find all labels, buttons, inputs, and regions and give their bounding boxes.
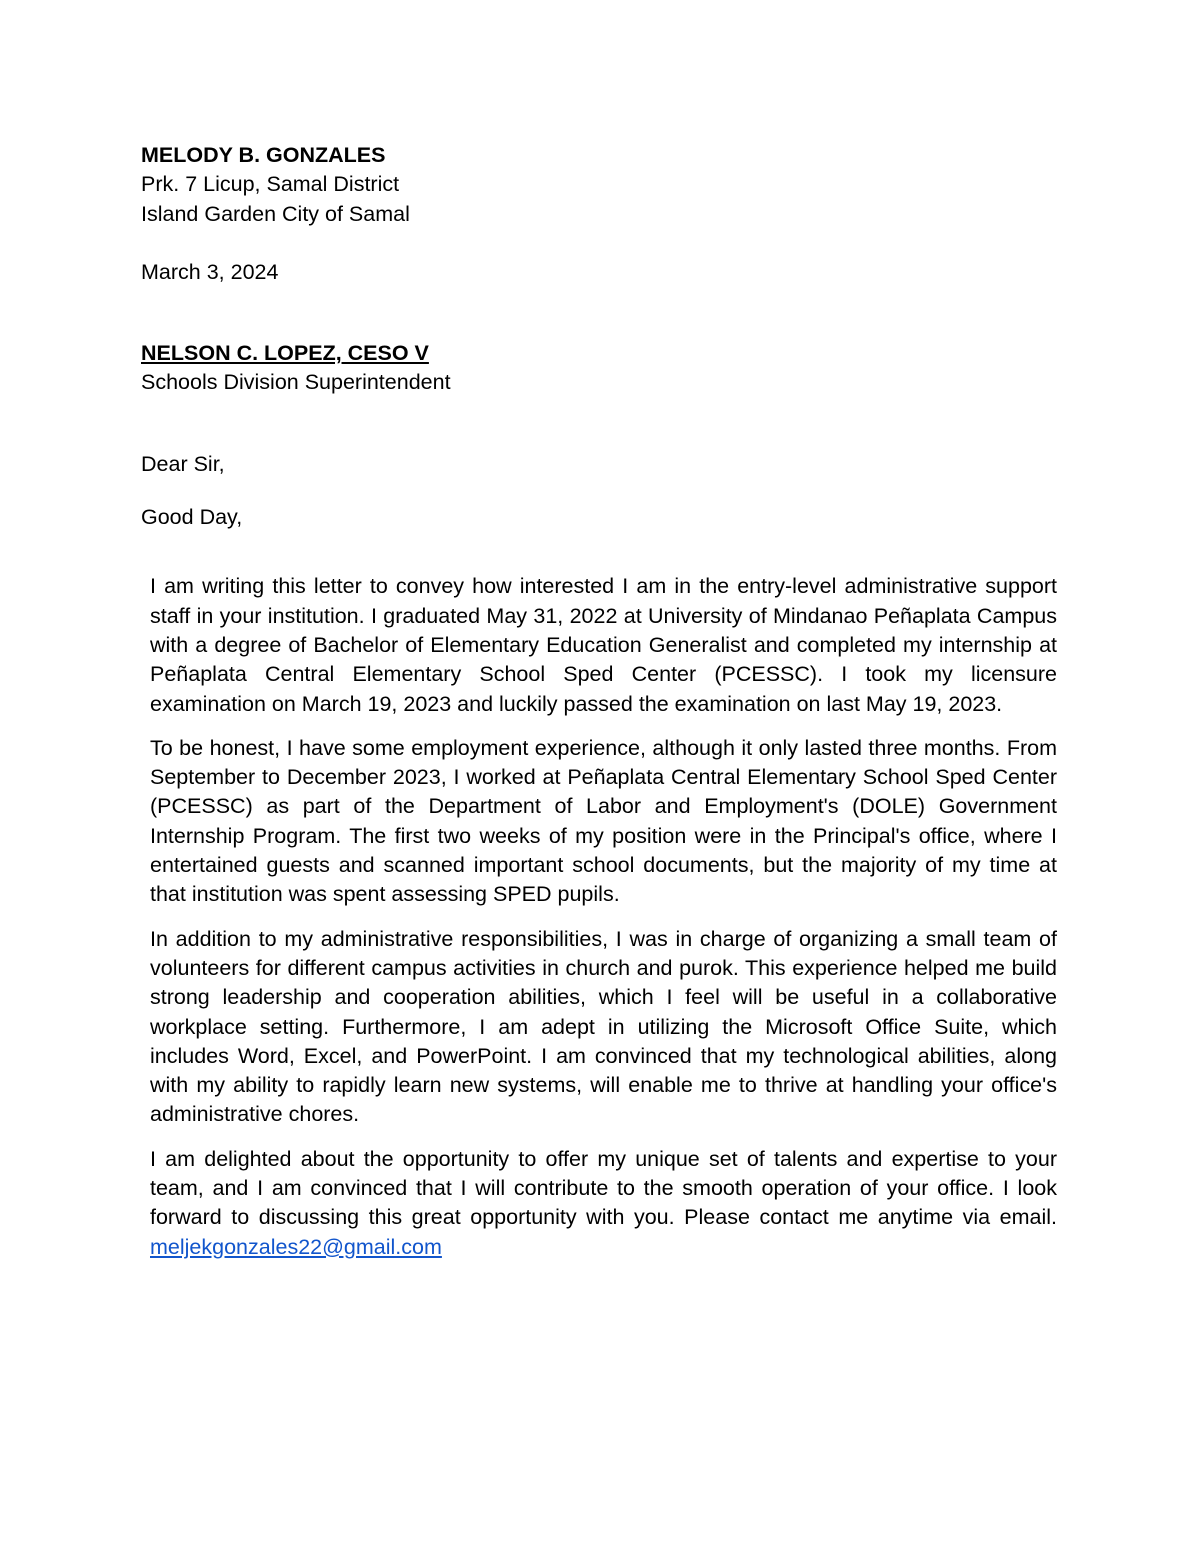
recipient-title: Schools Division Superintendent [141, 370, 451, 395]
closing-paragraph-text: I am delighted about the opportunity to offer my unique set of talents and expertise to your team, and I am convinced that I will contribute to the smooth operation of your office. I look forward to discussing this great opportunity with you. Please contact me anytime via email. [150, 1146, 1057, 1230]
body-paragraph-3: In addition to my administrative responsibilities, I was in charge of organizing a small team of volunteers for different campus activities in church and purok. This experience helped me build strong leadership and cooperation abilities, which I feel will be useful in a collaborative workplace setting. Furthermore, I am adept in utilizing the Microsoft Office Suite, which includes Word, Excel, and PowerPoint. I am convinced that my technological abilities, along with my ability to rapidly learn new systems, will enable me to thrive at handling your office's administrative chores. [150, 926, 1057, 1127]
sender-address-line1: Prk. 7 Licup, Samal District [141, 172, 400, 197]
greeting: Good Day, [141, 505, 243, 530]
sender-address-line2: Island Garden City of Samal [141, 201, 410, 226]
cover-letter [141, 141, 1057, 1262]
letter-date: March 3, 2024 [141, 259, 279, 284]
closing-paragraph [141, 1145, 1057, 1262]
body-paragraph-2: To be honest, I have some employment experience, although it only lasted three months. From September to December 2023, I worked at Peñaplata Central Elementary School Sped Center (PCESSC) as part of the Department of Labor and Employment's (DOLE) Government Internship Program. The first two weeks of my position were in the Principal's office, where I entertained guests and scanned important school documents, but the majority of my time at that institution was spent assessing SPED pupils. [150, 735, 1057, 907]
recipient-name: NELSON C. LOPEZ, CESO V [141, 341, 429, 366]
email-link[interactable]: meljekgonzales22@gmail.com [150, 1234, 442, 1259]
salutation: Dear Sir, [141, 451, 225, 476]
body-paragraph-1: I am writing this letter to convey how interested I am in the entry-level administrative support staff in your institution. I graduated May 31, 2022 at University of Mindanao Peñaplata Campus with a degree of Bachelor of Elementary Education Generalist and completed my internship at Peñaplata Central Elementary School Sped Center (PCESSC). I took my licensure examination on March 19, 2023 and luckily passed the examination on last May 19, 2023. [150, 574, 1057, 716]
sender-name: MELODY B. GONZALES [141, 143, 386, 167]
